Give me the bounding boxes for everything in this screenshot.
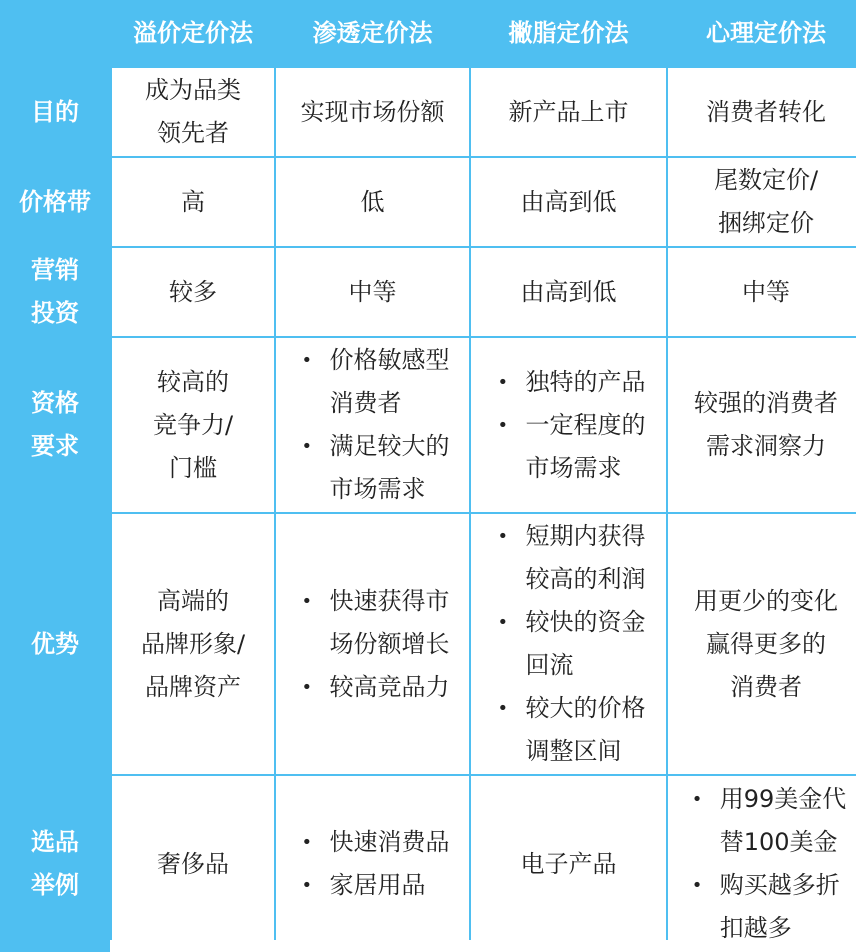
- bullet-line: 回流: [525, 651, 574, 679]
- table-cell: [276, 248, 469, 336]
- table-cell: [471, 514, 666, 774]
- cell-line: 赢得更多的: [706, 629, 826, 658]
- bullet-item: [296, 580, 450, 666]
- bullet-list: [492, 361, 646, 490]
- table-cell: [471, 68, 666, 156]
- table-cell: [276, 514, 469, 774]
- row-header-text: [31, 623, 79, 666]
- bullet-dot-icon: •: [301, 350, 313, 371]
- table-cell: [112, 68, 274, 156]
- bullet-line: 较高竞品力: [329, 672, 450, 701]
- bullet-line: 较大的价格: [525, 694, 646, 722]
- cell-text: [361, 181, 385, 224]
- cell-text: [521, 843, 617, 886]
- table-cell: [471, 338, 666, 512]
- cell-text: [742, 271, 790, 314]
- bullet-item: [492, 687, 646, 773]
- cell-line: 中等: [742, 277, 790, 306]
- cell-line: 高端的: [157, 586, 229, 615]
- cell-line: 消费者: [730, 672, 802, 701]
- cell-line: 需求洞察力: [706, 432, 826, 460]
- cell-text: [153, 361, 233, 490]
- table-cell: [276, 338, 469, 512]
- cell-line: 较高的: [157, 367, 229, 396]
- bullet-list: [296, 580, 450, 709]
- row-header: [0, 776, 110, 952]
- row-header-line: 营销: [31, 256, 79, 284]
- table-cell: [668, 776, 856, 952]
- cell-line: 电子产品: [520, 849, 617, 878]
- table-cell: [112, 776, 274, 952]
- row-header-text: [19, 181, 91, 224]
- bullet-list: [492, 515, 646, 773]
- bullet-line: 较快的资金: [525, 608, 646, 636]
- bullet-item: [296, 821, 450, 864]
- bullet-dot-icon: •: [301, 875, 313, 896]
- table-cell: [112, 338, 274, 512]
- bullet-line: 用99美金代: [719, 785, 847, 813]
- cell-text: [714, 159, 818, 245]
- row-header-line: 资格: [31, 389, 79, 417]
- bullet-dot-icon: •: [497, 612, 509, 633]
- table-cell: [112, 248, 274, 336]
- table-cell: [276, 68, 469, 156]
- col-header-psychological: 心理定价法: [668, 0, 856, 66]
- cell-text: [181, 181, 205, 224]
- cell-line: 较强的消费者: [694, 389, 838, 417]
- row-header-line: 要求: [31, 432, 79, 460]
- cell-line: 竞争力/: [152, 410, 234, 439]
- bullet-line: 购买越多折: [719, 871, 840, 899]
- bullet-line: 家居用品: [329, 871, 426, 899]
- bullet-item: [296, 666, 450, 709]
- cell-text: [145, 69, 241, 155]
- row-header-line: 举例: [31, 871, 79, 899]
- bullet-line: 场份额增长: [329, 629, 450, 658]
- cell-text: [521, 271, 617, 314]
- bullet-list: [686, 778, 847, 950]
- cell-line: 消费者转化: [706, 97, 826, 126]
- bullet-dot-icon: •: [691, 875, 703, 896]
- cell-text: [349, 271, 397, 314]
- bullet-item: [492, 601, 646, 687]
- row-header: [0, 514, 110, 774]
- cell-text: [509, 91, 629, 134]
- cell-text: [694, 382, 838, 468]
- bullet-dot-icon: •: [301, 436, 313, 457]
- bullet-item: [296, 864, 450, 907]
- bullet-dot-icon: •: [497, 414, 509, 436]
- row-header-text: [31, 382, 79, 468]
- bullet-dot-icon: •: [301, 590, 313, 612]
- table-cell: [668, 514, 856, 774]
- bullet-item: [686, 778, 847, 864]
- row-header: [0, 248, 110, 336]
- col-header-skimming: 撇脂定价法: [471, 0, 666, 66]
- cell-line: 高: [181, 187, 205, 216]
- bullet-dot-icon: •: [497, 698, 509, 719]
- bullet-dot-icon: •: [691, 789, 703, 810]
- table-cell: [471, 776, 666, 952]
- bullet-item: [492, 515, 646, 601]
- bullet-line: 市场需求: [525, 453, 622, 482]
- cell-line: 捆绑定价: [718, 209, 814, 237]
- bullet-dot-icon: •: [301, 832, 313, 853]
- table-cell: [112, 514, 274, 774]
- table-cell: [471, 248, 666, 336]
- bullet-dot-icon: •: [497, 371, 509, 393]
- bullet-line: 快速消费品: [329, 828, 450, 856]
- cell-line: 奢侈品: [157, 849, 229, 878]
- cell-line: 由高到低: [520, 277, 617, 306]
- cell-line: 由高到低: [520, 187, 617, 216]
- table-cell: [668, 338, 856, 512]
- cell-line: 领先者: [157, 119, 229, 147]
- bullet-list: [296, 821, 450, 907]
- cell-line: 品牌形象/: [140, 629, 246, 658]
- bullet-line: 独特的产品: [525, 367, 646, 396]
- cell-line: 低: [360, 187, 385, 216]
- bullet-dot-icon: •: [301, 676, 313, 698]
- col-header-penetration: 渗透定价法: [276, 0, 469, 66]
- row-header: [0, 338, 110, 512]
- cell-line: 尾数定价/: [713, 166, 819, 194]
- cell-line: 门槛: [169, 453, 217, 482]
- row-header: [0, 68, 110, 156]
- bullet-line: 消费者: [329, 389, 402, 417]
- table-cell: [471, 158, 666, 246]
- row-header-text: [31, 91, 79, 134]
- bullet-line: 短期内获得: [525, 522, 646, 550]
- cell-line: 较多: [169, 277, 217, 306]
- cell-text: [141, 580, 245, 709]
- col-header-premium: 溢价定价法: [112, 0, 274, 66]
- cell-line: 成为品类: [145, 76, 241, 104]
- cell-text: [169, 271, 217, 314]
- bullet-line: 扣越多: [719, 914, 792, 942]
- table-cell: [276, 158, 469, 246]
- row-header-line: 优势: [31, 629, 79, 658]
- cell-line: 品牌资产: [145, 672, 241, 701]
- corner-cell: [0, 0, 110, 66]
- cell-text: [301, 91, 445, 134]
- bullet-line: 市场需求: [329, 475, 426, 503]
- bullet-dot-icon: •: [497, 526, 509, 547]
- cell-text: [157, 843, 229, 886]
- cell-line: 用更少的变化: [694, 586, 838, 615]
- bullet-item: [686, 864, 847, 950]
- row-header: [0, 158, 110, 246]
- row-header-line: 价格带: [19, 187, 91, 216]
- table-cell: [668, 68, 856, 156]
- bullet-item: [492, 404, 646, 490]
- bullet-line: 替100美金: [719, 828, 838, 856]
- table-cell: [668, 248, 856, 336]
- bullet-item: [296, 339, 450, 425]
- bullet-line: 快速获得市: [329, 586, 450, 615]
- row-header-text: [31, 821, 79, 907]
- row-header-text: [31, 249, 79, 335]
- cell-line: 中等: [348, 277, 397, 306]
- row-header-line: 目的: [31, 97, 79, 126]
- cell-text: [694, 580, 838, 709]
- bullet-list: [296, 339, 450, 511]
- bullet-line: 较高的利润: [525, 565, 646, 593]
- cell-text: [706, 91, 826, 134]
- bullet-item: [492, 361, 646, 404]
- bullet-item: [296, 425, 450, 511]
- cell-line: 新产品上市: [508, 97, 629, 126]
- table-cell: [276, 776, 469, 952]
- bullet-line: 满足较大的: [329, 432, 450, 460]
- bullet-line: 价格敏感型: [329, 346, 450, 374]
- table-cell: [668, 158, 856, 246]
- bullet-line: 一定程度的: [525, 410, 646, 439]
- cell-text: [521, 181, 617, 224]
- cell-line: 实现市场份额: [300, 97, 445, 126]
- bullet-line: 调整区间: [525, 737, 622, 765]
- row-header-line: 选品: [31, 828, 79, 856]
- table-cell: [112, 158, 274, 246]
- row-header-line: 投资: [31, 299, 79, 327]
